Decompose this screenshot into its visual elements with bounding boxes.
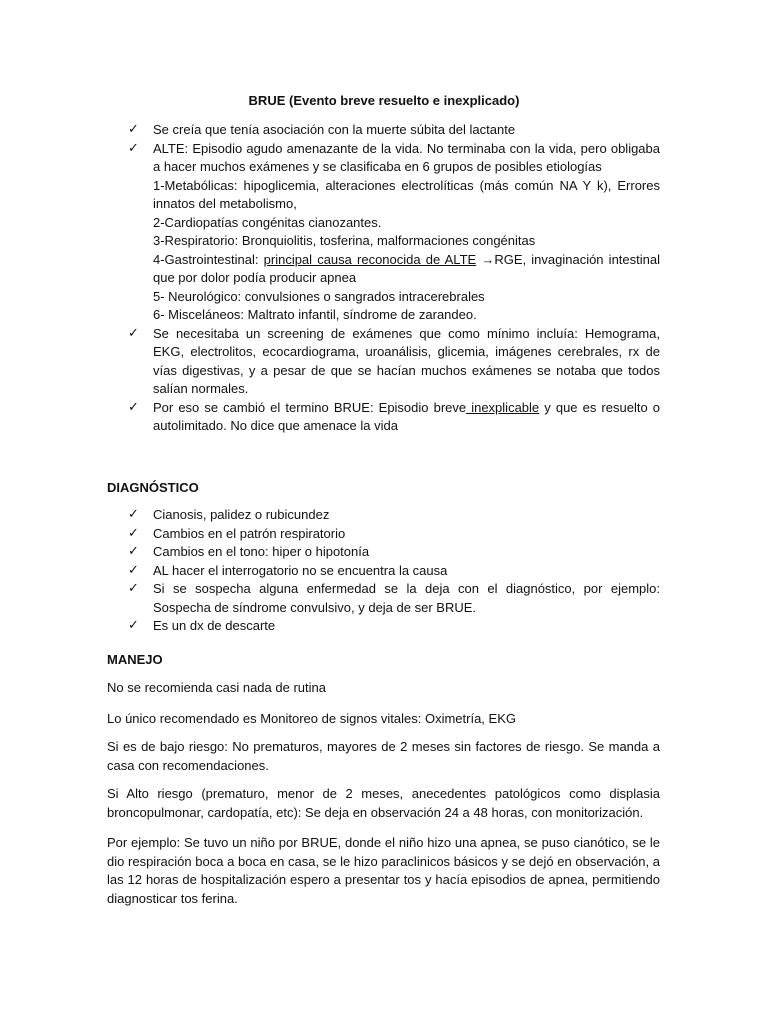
etiology-metabolic: 1-Metabólicas: hipoglicemia, alteraciones electrolíticas (más común NA Y k), Errores innatos del metabolismo, <box>153 177 660 211</box>
list-item-text: Si se sospecha alguna enfermedad se la deja con el diagnóstico, por ejemplo: Sospecha de síndrome convulsivo, y deja de ser BRUE. <box>153 581 660 615</box>
gastro-prefix: 4-Gastrointestinal: <box>153 251 264 267</box>
checkmark-icon: ✓ <box>128 399 139 415</box>
manejo-paragraph: Si es de bajo riesgo: No prematuros, mayores de 2 meses sin factores de riesgo. Se manda a casa con recomendaciones. <box>107 739 660 773</box>
checkmark-icon: ✓ <box>128 562 139 578</box>
manejo-heading: MANEJO <box>107 652 163 667</box>
gastro-suffix: RGE, invaginación intestinal que por dolor podía producir apnea <box>153 251 660 285</box>
list-item <box>128 506 660 525</box>
gastro-underlined: principal causa reconocida de ALTE <box>263 251 477 267</box>
list-item-text: Es un dx de descarte <box>153 618 276 633</box>
list-item-underlined: inexplicable <box>466 399 540 415</box>
list-item <box>128 121 660 140</box>
checkmark-icon: ✓ <box>128 581 139 596</box>
list-item <box>128 140 660 325</box>
checkmark-icon: ✓ <box>128 618 139 633</box>
etiology-neurologic: 5- Neurológico: convulsiones o sangrados intracerebrales <box>153 288 485 304</box>
etiology-respiratory: 3-Respiratorio: Bronquiolitis, tosferina, malformaciones congénitas <box>153 233 536 248</box>
etiology-cardiac: 2-Cardiopatías congénitas cianozantes. <box>153 214 382 230</box>
list-item <box>128 399 660 436</box>
manejo-paragraph: No se recomienda casi nada de rutina <box>107 680 326 695</box>
arrow-icon: → <box>476 251 495 267</box>
intro-checklist <box>128 121 660 436</box>
checkmark-icon: ✓ <box>128 507 139 522</box>
manejo-paragraph: Por ejemplo: Se tuvo un niño por BRUE, donde el niño hizo una apnea, se puso cianótico, se le dio respiración boca a boca en casa, se le hizo paraclinicos básicos y se dejó en observación, a las 12 horas de hospitalización espero a presentar tos y hacía episodios de apnea, permitiendo diagnosticar tos ferina. <box>107 835 660 906</box>
list-item-text: Cambios en el patrón respiratorio <box>153 525 346 541</box>
list-item <box>128 543 660 562</box>
etiology-misc: 6- Misceláneos: Maltrato infantil, síndrome de zarandeo. <box>153 307 477 322</box>
list-item <box>128 525 660 544</box>
diagnostico-heading: DIAGNÓSTICO <box>107 480 199 495</box>
list-item-text: AL hacer el interrogatorio no se encuentra la causa <box>153 562 448 578</box>
manejo-paragraph: Si Alto riesgo (prematuro, menor de 2 meses, anecedentes patológicos como displasia broncopulmonar, cardopatía, etc): Se deja en observación 24 a 48 horas, con monitorización. <box>107 786 660 820</box>
list-item-text: ALTE: Episodio agudo amenazante de la vida. No terminaba con la vida, pero obligaba a hacer muchos exámenes y se clasificaba en 6 grupos de posibles etiologías <box>153 140 660 174</box>
checkmark-icon: ✓ <box>128 544 139 559</box>
checkmark-icon: ✓ <box>128 325 139 341</box>
list-item-text: Se creía que tenía asociación con la muerte súbita del lactante <box>153 122 516 137</box>
checkmark-icon: ✓ <box>128 122 139 137</box>
list-item <box>128 580 660 617</box>
document-title: BRUE (Evento breve resuelto e inexplicado) <box>248 93 520 108</box>
diagnostico-checklist <box>128 506 660 636</box>
list-item-text: Cambios en el tono: hiper o hipotonía <box>153 544 370 559</box>
list-item-text: Cianosis, palidez o rubicundez <box>153 507 330 522</box>
manejo-paragraph: Lo único recomendado es Monitoreo de signos vitales: Oximetría, EKG <box>107 711 516 726</box>
list-item <box>128 562 660 581</box>
checkmark-icon: ✓ <box>128 140 139 156</box>
list-item <box>128 325 660 399</box>
etiology-gastrointestinal <box>153 251 660 288</box>
list-item <box>128 617 660 636</box>
checkmark-icon: ✓ <box>128 525 139 541</box>
list-item-text: Se necesitaba un screening de exámenes que como mínimo incluía: Hemograma, EKG, electrolitos, ecocardiograma, uroanálisis, glicemia, imágenes cerebrales, rx de vías digestivas, y a pesar de que se hacían muchos exámenes se notaba que todos salían normales. <box>153 325 660 396</box>
list-item-prefix: Por eso se cambió el termino BRUE: Episodio breve <box>153 399 467 415</box>
list-item-suffix: y que es resuelto o autolimitado. No dice que amenace la vida <box>153 399 660 433</box>
